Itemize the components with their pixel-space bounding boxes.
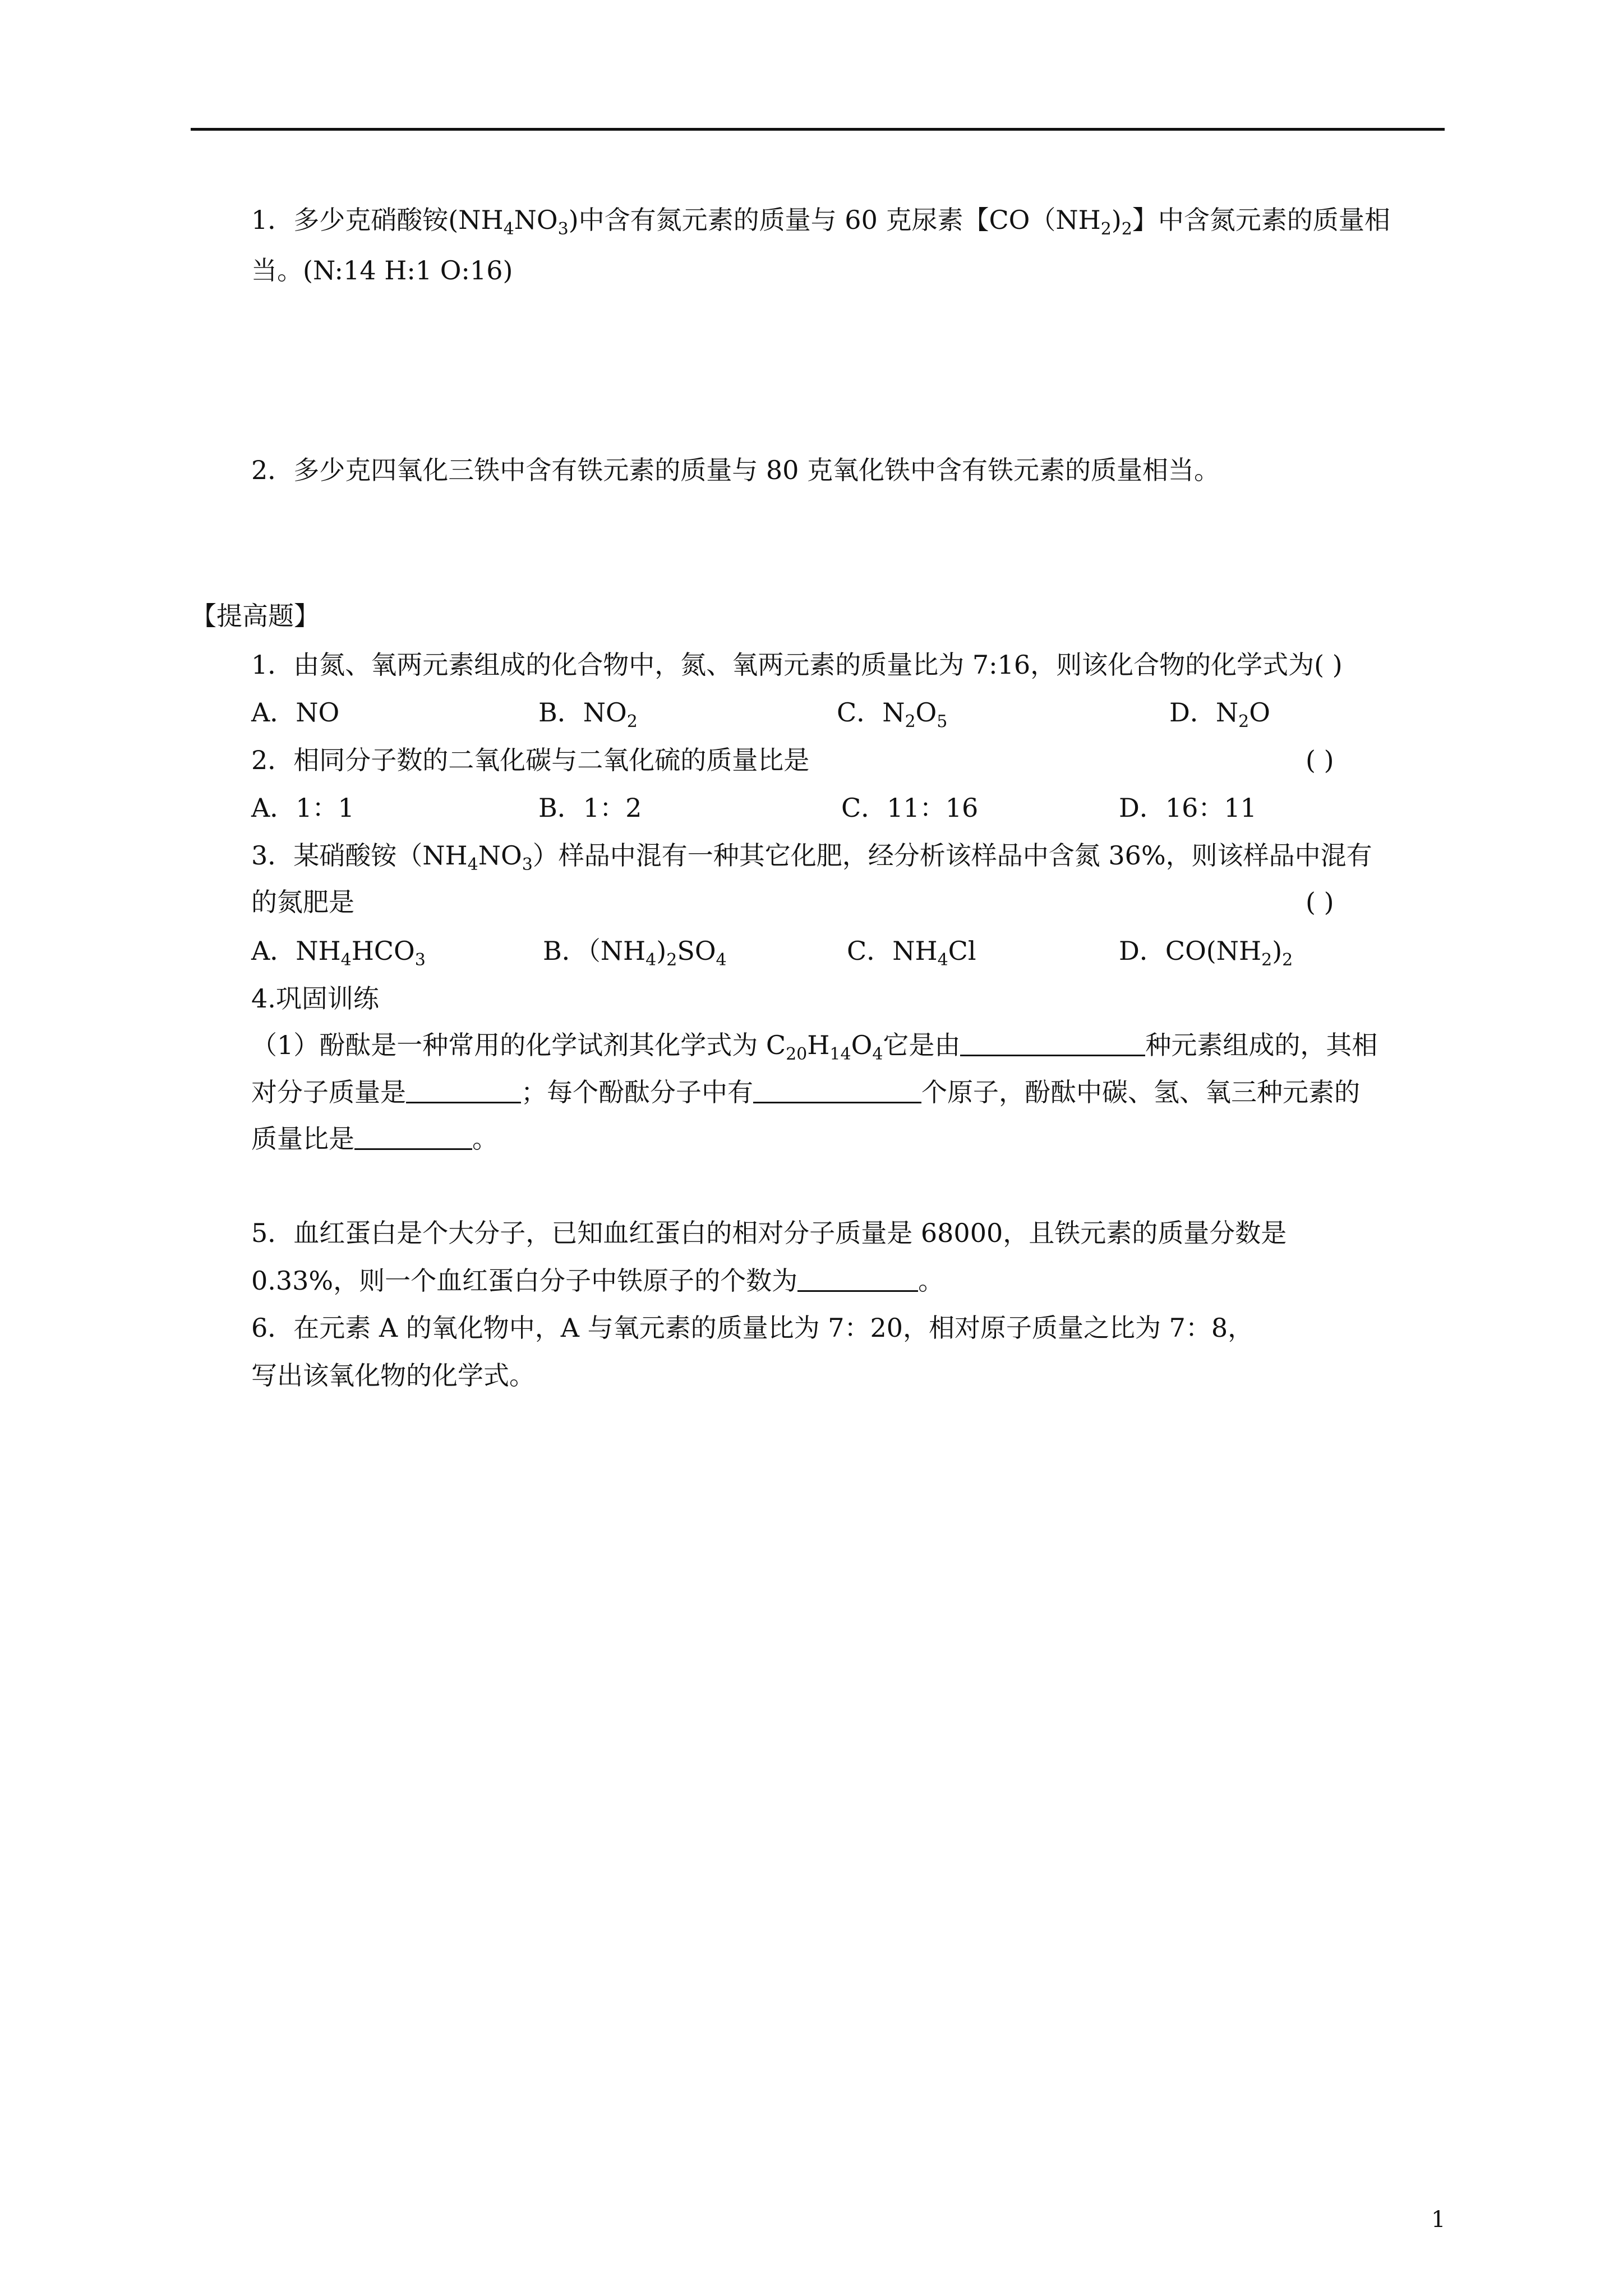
t3-option-b: B．$(NH_4)_2SO_4$	[543, 936, 727, 970]
t5-line-1: 5．血红蛋白是个大分子，已知血红蛋白的相对分子质量是 68000，且铁元素的质量分数是	[251, 1218, 1287, 1248]
t2-option-d: D．16：11	[1119, 793, 1257, 823]
section-title: 【提高题】	[191, 601, 320, 631]
t3-line-2: 的氮肥是	[251, 887, 354, 917]
t2-option-c: C．11：16	[841, 793, 979, 823]
t4-blank-atom-count[interactable]	[753, 1077, 921, 1103]
t6-line-1: 6．在元素 A 的氧化物中，A 与氧元素的质量比为 7：20，相对原子质量之比为 7：8，	[251, 1313, 1254, 1343]
t5-blank-iron-count[interactable]	[797, 1266, 918, 1292]
t4-line-2: 对分子质量是 ；每个酚酞分子中有 个原子，酚酞中碳、氢、氧三种元素的	[251, 1077, 1360, 1107]
t4-blank-mass-ratio[interactable]	[354, 1124, 472, 1150]
t1-stem: 1．由氮、氧两元素组成的化合物中，氮、氧两元素的质量比为 7:16，则该化合物的化学式为( )	[251, 650, 1343, 680]
t4-line-1: （1）酚酞是一种常用的化学试剂其化学式为 $C_{20}H_{14}O_4$它是由 种元素组成的，其相	[251, 1030, 1378, 1064]
t3-option-d: D．$CO(NH_2)_2$	[1119, 936, 1293, 970]
t2-option-b: B．1：2	[538, 793, 642, 823]
header-rule	[191, 128, 1445, 131]
t1-option-b: B．$NO_2$	[538, 697, 638, 731]
t3-answer-paren: ( )	[1306, 887, 1334, 917]
t4-line-3: 质量比是 。	[251, 1124, 498, 1154]
t1-option-a: A．NO	[251, 697, 340, 728]
t2-stem: 2．相同分子数的二氧化碳与二氧化硫的质量比是	[251, 745, 810, 775]
t4-blank-elements[interactable]	[960, 1030, 1145, 1056]
t1-option-c: C．$N_2O_5$	[837, 697, 948, 731]
t2-answer-paren: ( )	[1306, 745, 1334, 775]
t4-blank-molecular-mass[interactable]	[406, 1077, 521, 1103]
t4-title: 4.巩固训练	[251, 983, 379, 1014]
q2-line: 2．多少克四氧化三铁中含有铁元素的质量与 80 克氧化铁中含有铁元素的质量相当。	[251, 455, 1220, 485]
t3-option-c: C．$NH_4Cl$	[847, 936, 976, 970]
q1-line-2: 当。(N:14 H:1 O:16)	[251, 255, 513, 286]
t2-option-a: A．1：1	[251, 793, 354, 823]
q1-line-1: 1．多少克硝酸铵$(NH_4NO_3)$中含有氮元素的质量与 60 克尿素【$CO(NH_2)_2$】中含氮元素的质量相	[251, 205, 1390, 239]
t3-line-1: 3．某硝酸铵$(NH_4NO_3)$样品中混有一种其它化肥，经分析该样品中含氮 36%，则该样品中混有	[251, 840, 1372, 875]
t6-line-2: 写出该氧化物的化学式。	[251, 1360, 535, 1391]
t3-option-a: A．$NH_4HCO_3$	[251, 936, 426, 970]
page-number: 1	[1431, 2207, 1446, 2233]
t1-option-d: D．$N_2O$	[1169, 697, 1270, 731]
t5-line-2: 0.33%，则一个血红蛋白分子中铁原子的个数为 。	[251, 1266, 944, 1296]
